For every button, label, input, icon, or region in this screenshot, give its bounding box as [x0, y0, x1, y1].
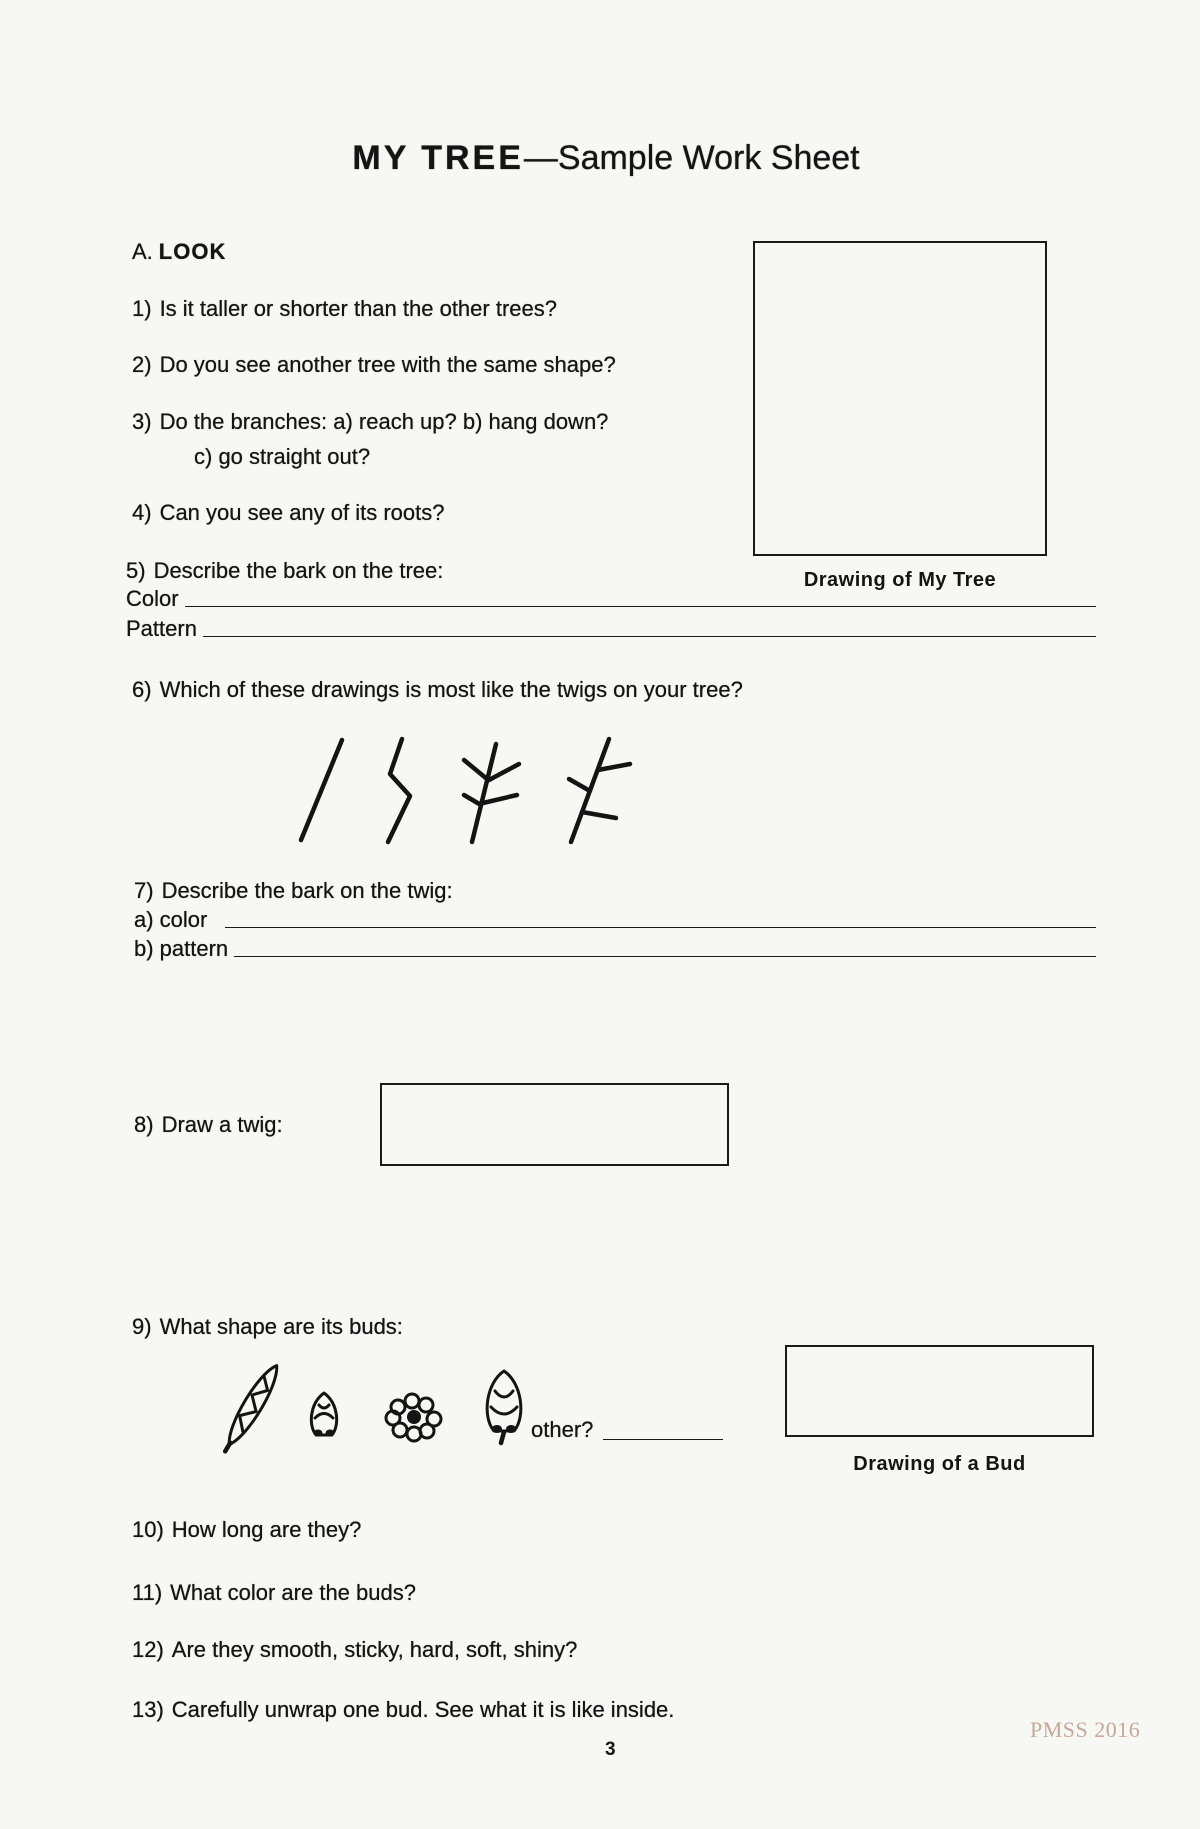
title-sub: —Sample Work Sheet [523, 139, 860, 177]
field-label: Color [126, 586, 179, 611]
question-8 [134, 1113, 283, 1137]
tree-drawing-caption: Drawing of My Tree [803, 569, 997, 591]
question-number: 13) [132, 1697, 164, 1722]
tree-drawing-box [753, 241, 1047, 556]
question-number: 4) [132, 500, 152, 525]
question-10 [132, 1518, 361, 1542]
question-text: What color are the buds? [170, 1580, 416, 1605]
question-7 [134, 879, 453, 903]
question-text: Describe the bark on the tree: [153, 558, 444, 583]
tree-bark-color-field [126, 587, 1096, 611]
title-main: MY TREE [352, 139, 524, 177]
question-2 [132, 353, 616, 377]
answer-line [234, 956, 1096, 957]
field-label: a) color [134, 907, 208, 932]
question-13 [132, 1698, 674, 1722]
question-text: What shape are its buds: [159, 1314, 403, 1339]
zigzag-twig-icon [388, 739, 410, 842]
bud-drawings [215, 1355, 530, 1455]
question-number: 9) [132, 1314, 152, 1339]
twig-drawings [290, 730, 650, 850]
answer-line [603, 1439, 723, 1440]
rounded-bud-icon [487, 1371, 521, 1443]
question-text: Are they smooth, sticky, hard, soft, shiny? [171, 1637, 578, 1662]
question-12 [132, 1638, 577, 1662]
question-number: 10) [132, 1517, 164, 1542]
section-heading [132, 240, 226, 264]
question-number: 3) [132, 409, 152, 434]
question-11 [132, 1581, 416, 1605]
watermark: PMSS 2016 [1030, 1717, 1141, 1742]
question-4 [132, 501, 445, 525]
question-number: 12) [132, 1637, 164, 1662]
twig-drawing-box [380, 1083, 729, 1166]
question-number: 6) [132, 677, 152, 702]
twig-bark-color-field [134, 908, 1096, 932]
question-3 [132, 410, 608, 434]
answer-line [203, 636, 1096, 637]
question-9 [132, 1315, 403, 1339]
field-label: b) pattern [134, 936, 229, 961]
question-6 [132, 678, 743, 702]
answer-line [225, 927, 1096, 928]
question-5 [126, 559, 443, 583]
question-text: Draw a twig: [161, 1112, 283, 1137]
question-text: Which of these drawings is most like the twigs on your tree? [159, 677, 743, 702]
small-bud-icon [311, 1393, 336, 1437]
field-label: Pattern [126, 616, 197, 641]
question-number: 7) [134, 878, 154, 903]
page-number: 3 [605, 1739, 616, 1760]
question-number: 1) [132, 296, 152, 321]
forked-twig-icon [464, 744, 519, 842]
question-text: Do you see another tree with the same shape? [159, 352, 616, 377]
other-bud-field [531, 1418, 723, 1442]
section-letter: A. [132, 239, 153, 264]
twig-bark-pattern-field [134, 937, 1096, 961]
elongated-bud-icon [217, 1361, 284, 1456]
question-1 [132, 297, 557, 321]
question-number: 5) [126, 558, 146, 583]
question-number: 8) [134, 1112, 154, 1137]
question-text: Is it taller or shorter than the other trees? [159, 296, 557, 321]
question-text: Do the branches: a) reach up? b) hang down? [159, 409, 609, 434]
branched-twig-icon [569, 739, 630, 842]
question-number: 2) [132, 352, 152, 377]
question-text: Describe the bark on the twig: [161, 878, 453, 903]
question-text: Carefully unwrap one bud. See what it is like inside. [171, 1697, 675, 1722]
straight-twig-icon [301, 740, 342, 840]
tree-bark-pattern-field [126, 617, 1096, 641]
section-name: LOOK [158, 239, 227, 264]
question-3-continuation: c) go straight out? [194, 444, 371, 469]
bud-drawing-caption: Drawing of a Bud [853, 1453, 1026, 1475]
answer-line [185, 606, 1096, 607]
clustered-bud-icon [386, 1394, 441, 1441]
question-text: Can you see any of its roots? [159, 500, 445, 525]
page-title [306, 138, 906, 178]
bud-drawing-box [785, 1345, 1094, 1437]
question-number: 11) [132, 1580, 163, 1605]
question-text: How long are they? [171, 1517, 362, 1542]
other-label: other? [531, 1417, 594, 1442]
